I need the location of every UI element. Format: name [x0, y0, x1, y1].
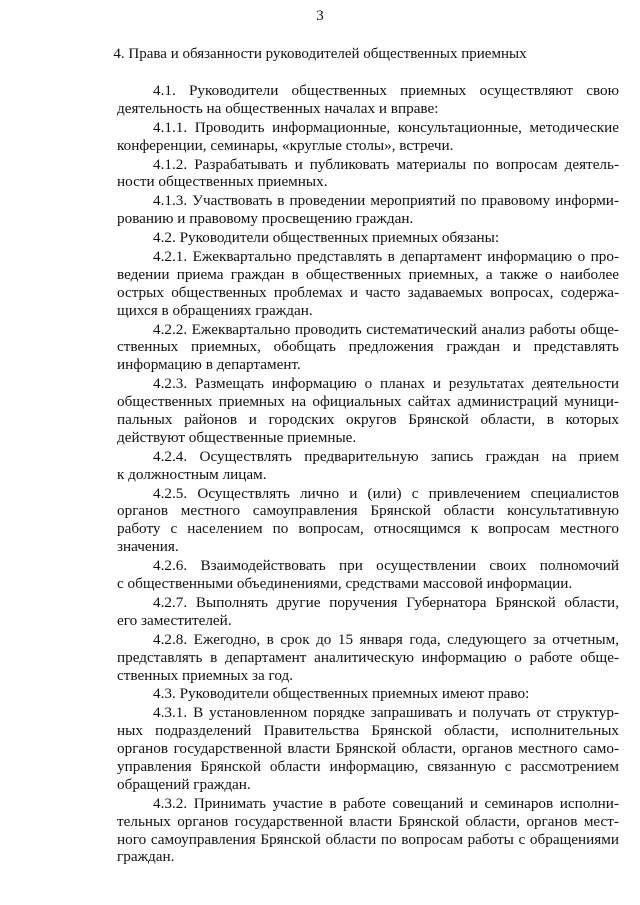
text-line: тельных органов государственной власти Брянской области, органов мест- [117, 812, 619, 830]
text-line: ведении приема граждан в общественных приемных, а также о наиболее [117, 265, 619, 283]
text-line: конференции, семинары, «круглые столы», встречи. [117, 136, 454, 154]
text-line: пальных районов и городских округов Брянской области, в которых [117, 411, 619, 429]
text-line: острых общественных проблемах и часто задаваемых вопросах, содержа- [117, 283, 619, 301]
text-line: 4.2.4. Осуществлять предварительную запись граждан на прием [153, 447, 619, 465]
text-line: действуют общественные приемные. [117, 428, 357, 446]
text-line: 4.1.1. Проводить информационные, консультационные, методические [153, 118, 619, 136]
text-line: 4.3.2. Принимать участие в работе совещаний и семинаров исполни- [153, 794, 619, 812]
text-line: щихся в обращениях граждан. [117, 301, 313, 319]
text-line: 4.1.3. Участвовать в проведении мероприятий по правовому информи- [153, 192, 619, 210]
text-line: 4.3.1. В установленном порядке запрашивать и получать от структур- [153, 704, 619, 722]
section-heading: 4. Права и обязанности руководителей общественных приемных [113, 46, 527, 62]
text-line: информацию в департамент. [117, 356, 301, 374]
text-line: ных подразделений Правительства Брянской области, исполнительных [117, 722, 619, 740]
text-line: 4.2.8. Ежегодно, в срок до 15 января года, следующего за отчетным, [153, 630, 619, 648]
text-line: 4.2.7. Выполнять другие поручения Губернатора Брянской области, [153, 593, 619, 611]
text-line: его заместителей. [117, 611, 232, 629]
text-line: ственных приемных, обобщать предложения граждан и представлять [117, 338, 619, 356]
text-line: 4.1. Руководители общественных приемных осуществляют свою [153, 82, 619, 99]
text-line: работу с населением по вопросам, относящимся к вопросам местного [117, 520, 619, 538]
text-line: 4.2.2. Ежеквартально проводить систематический анализ работы обще- [153, 320, 619, 338]
text-line: 4.2.6. Взаимодействовать при осуществлении своих полномочий [153, 557, 619, 575]
text-line: управления Брянской области информацию, связанную с рассмотрением [117, 757, 619, 775]
text-line: граждан. [117, 848, 175, 866]
text-line: ности общественных приемных. [117, 173, 328, 191]
text-line: 4.2.1. Ежеквартально представлять в департамент информацию о про- [153, 248, 619, 266]
text-line: к должностным лицам. [117, 465, 267, 483]
text-line: органов государственной власти Брянской области, органов местного само- [117, 740, 619, 758]
text-line: 4.2.3. Размещать информацию о планах и результатах деятельности [153, 375, 619, 393]
text-line: представлять в департамент аналитическую информацию о работе обще- [117, 648, 619, 666]
text-line: 4.1.2. Разрабатывать и публиковать материалы по вопросам деятель- [153, 155, 619, 173]
section-body [117, 82, 619, 866]
text-line: ного самоуправления Брянской области по вопросам работы с обращениями [117, 830, 619, 848]
text-line: 4.3. Руководители общественных приемных имеют право: [153, 685, 530, 703]
text-line: 4.2.5. Осуществлять лично и (или) с привлечением специалистов [153, 484, 619, 502]
text-line: 4.2. Руководители общественных приемных обязаны: [153, 229, 500, 247]
text-line: значения. [117, 538, 179, 556]
text-line: деятельность на общественных началах и вправе: [117, 99, 439, 117]
text-line: ственных приемных за год. [117, 666, 294, 684]
text-line: обращений граждан. [117, 775, 251, 793]
text-line: рованию и правовому просвещению граждан. [117, 210, 414, 228]
page-number: 3 [316, 8, 324, 24]
text-line: общественных приемных на официальных сайтах администраций муници- [117, 393, 619, 411]
text-line: с общественными объединениями, средствами массовой информации. [117, 575, 573, 593]
text-line: органов местного самоуправления Брянской области консультативную [117, 502, 619, 520]
